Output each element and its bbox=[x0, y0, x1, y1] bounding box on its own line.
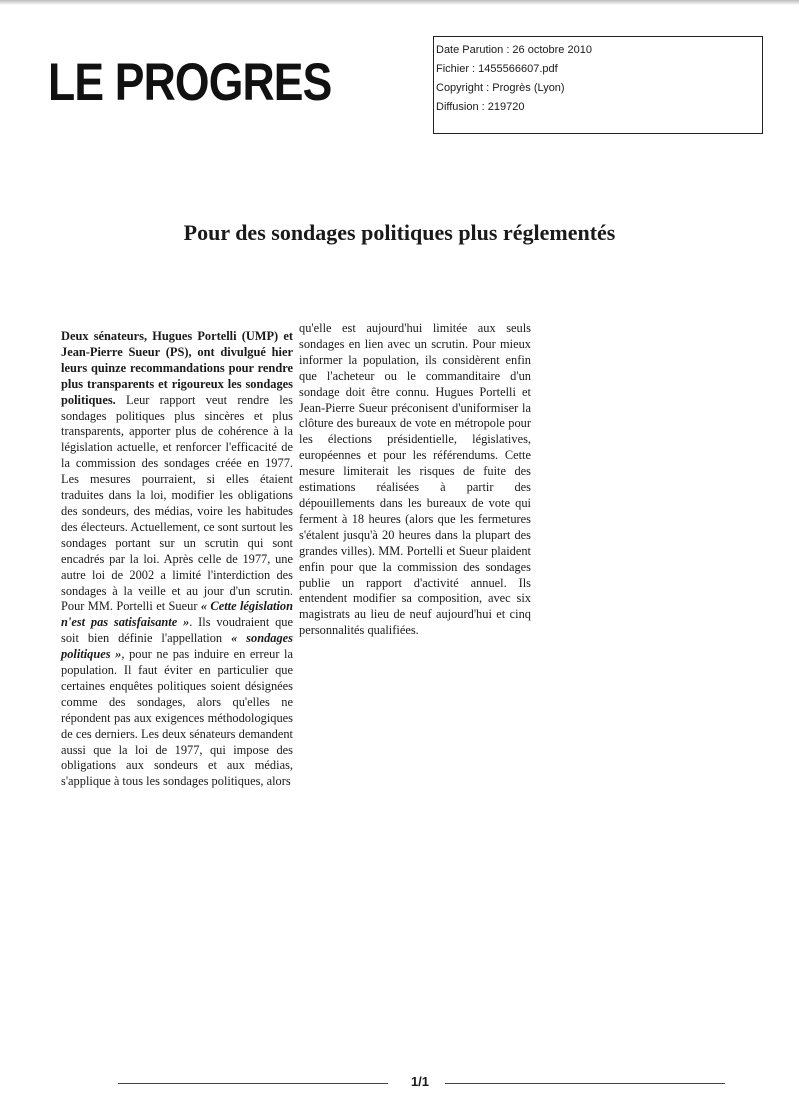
page-number: 1/1 bbox=[410, 1074, 430, 1089]
article-text: Leur rapport veut rendre les sondages politiques plus sincères et plus transparents, apporter plus de cohérence à la législation actuelle, et renforcer l'efficacité de la commission des sondages créée en 1977. Les mesures pourraient, si elles étaient traduites dans la loi, modifier les obligations des sondeurs, des médias, voire les habitudes des électeurs. Actuellement, ce sont surtout les sondages portant sur un scrutin qui sont encadrés par la loi. Après celle de 1977, une autre loi de 2002 a limité l'interdiction des sondages à la veille et au jour d'un scrutin. Pour MM. Portelli et Sueur bbox=[61, 392, 293, 614]
publication-info-box bbox=[433, 36, 763, 134]
article-text: . Ils voudraient que soit bien définie l'appellation bbox=[61, 615, 293, 646]
article-column-left bbox=[61, 329, 293, 790]
diffusion-count: Diffusion : 219720 bbox=[436, 101, 525, 113]
file-name: Fichier : 1455566607.pdf bbox=[436, 63, 558, 75]
article-column-right bbox=[299, 321, 531, 639]
newspaper-masthead: LE PROGRES bbox=[48, 53, 332, 112]
article-quote: « sondages politiques » bbox=[61, 631, 293, 662]
article-text: , pour ne pas induire en erreur la population. Il faut éviter en particulier que certaines enquêtes politiques soient désignées comme des sondages, alors qu'elles ne répondent pas aux exigences méthodologiques de ces derniers. Les deux sénateurs demandent aussi que la loi de 1977, qui impose des obligations aux sondeurs et aux médias, s'applique à tous les sondages politiques, alors bbox=[61, 647, 293, 789]
article-lead: Deux sénateurs, Hugues Portelli (UMP) et Jean-Pierre Sueur (PS), ont divulgué hier leurs quinze recommandations pour rendre plus transparents et rigoureux les sondages politiques. bbox=[61, 329, 293, 407]
article-quote: « Cette législation n'est pas satisfaisante » bbox=[61, 599, 293, 630]
scan-edge-shadow bbox=[0, 0, 799, 5]
publication-date: Date Parution : 26 octobre 2010 bbox=[436, 44, 592, 56]
article-title: Pour des sondages politiques plus réglementés bbox=[183, 220, 616, 245]
footer-rule-right bbox=[445, 1083, 725, 1084]
copyright-line: Copyright : Progrès (Lyon) bbox=[436, 82, 565, 94]
article-text: qu'elle est aujourd'hui limitée aux seuls sondages en lien avec un scrutin. Pour mieux informer la population, ils considèrent enfin que l'acheteur ou le commanditaire d'un sondage doit être connu. Hugues Portelli et Jean-Pierre Sueur préconisent d'uniformiser la clôture des bureaux de vote en métropole pour les élections présidentielle, législatives, européennes et pour les référendums. Cette mesure limiterait les risques de fuite des estimations réalisées à partir des dépouillements dans les bureaux de vote qui ferment à 18 heures (alors que les fermetures s'étalent jusqu'à 20 heures dans la plupart des grandes villes). MM. Portelli et Sueur plaident enfin pour que la commission des sondages publie un rapport d'activité annuel. Ils entendent modifier sa composition, avec six magistrats au lieu de neuf aujourd'hui et cinq personnalités qualifiées. bbox=[299, 321, 531, 638]
footer-rule-left bbox=[118, 1083, 388, 1084]
